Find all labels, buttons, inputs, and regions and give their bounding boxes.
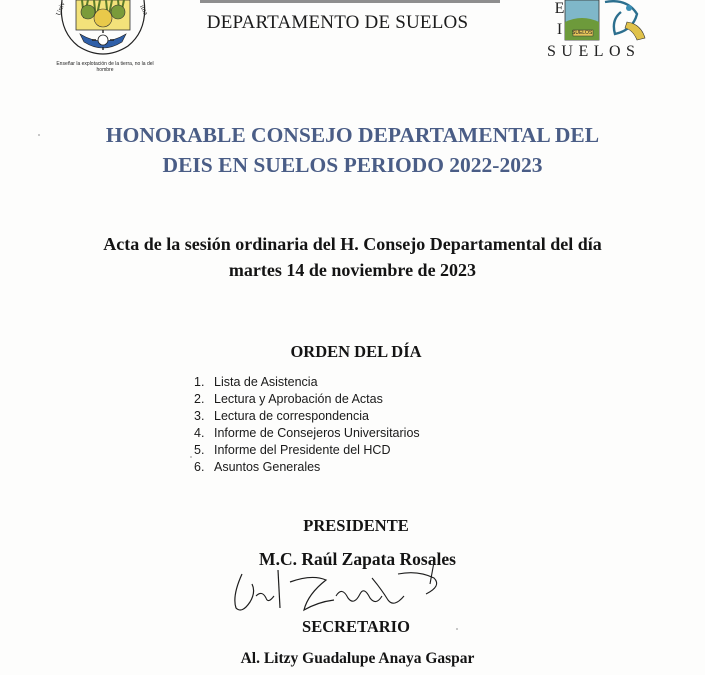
agenda-item [194,425,420,442]
scan-speck [456,628,458,630]
agenda-item [194,442,420,459]
agenda-item-number: 6. [194,460,205,474]
scan-speck [190,456,192,458]
council-title-line-1: HONORABLE CONSEJO DEPARTAMENTAL DEL [105,123,600,147]
president-name: M.C. Raúl Zapata Rosales [259,549,456,569]
minutes-title-line-1: Acta de la sesión ordinaria del H. Consejo Departamental del día [103,234,602,254]
agenda-item [194,408,420,425]
agenda-item-text: Lectura y Aprobación de Actas [214,392,383,406]
university-seal-logo [48,0,158,78]
scan-speck [38,134,40,136]
minutes-title [40,231,665,283]
agenda-item-number: 1. [194,375,205,389]
agenda-item-text: Lista de Asistencia [214,375,318,389]
logo-small-label: SUELOS [572,30,593,36]
logo-letters: EI [551,0,568,42]
agenda-item-number: 5. [194,443,205,457]
department-name: DEPARTAMENTO DE SUELOS [206,12,469,33]
agenda-item-text: Lectura de correspondencia [214,409,369,423]
agenda-item-number: 3. [194,409,205,423]
logo-word: SUELOS [547,43,641,60]
minutes-title-line-2: martes 14 de noviembre de 2023 [228,260,477,280]
agenda-item [194,374,420,391]
agenda-item [194,391,420,408]
council-title [60,120,645,180]
agenda-item-text: Asuntos Generales [214,460,321,474]
deis-suelos-logo [545,0,660,66]
agenda-item-number: 4. [194,426,205,440]
seal-motto: Enseñar la explotación de la tierra, no la del hombre [56,61,154,73]
svg-text:ima: ima [138,3,150,17]
university-seal-icon [48,0,158,64]
president-role-label: PRESIDENTE [303,516,409,535]
secretary-role-label: SECRETARIO [302,617,410,636]
handwritten-signature [222,556,462,624]
council-title-line-2: DEIS EN SUELOS PERIODO 2022-2023 [162,153,543,177]
secretary-name: Al. Litzy Guadalupe Anaya Gaspar [240,650,475,667]
agenda-heading: ORDEN DEL DÍA [290,342,422,361]
agenda-item-text: Informe del Presidente del HCD [214,443,391,457]
agenda-item [194,459,420,476]
agenda-item-text: Informe de Consejeros Universitarios [214,426,420,440]
svg-text:Univ: Univ [54,0,67,17]
logo-vertical-letters [549,0,569,48]
agenda-list [194,374,420,476]
header-cropped-text-line [200,0,500,3]
agenda-item-number: 2. [194,392,205,406]
